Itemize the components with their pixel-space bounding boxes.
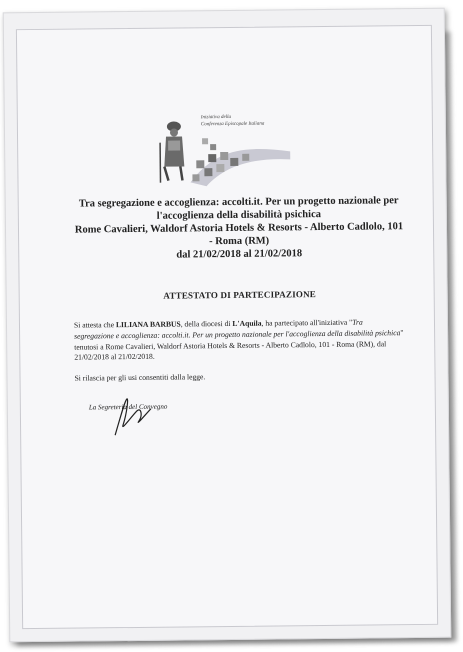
document-frame [3, 8, 452, 643]
title-line-4: - Roma (RM) [209, 235, 270, 248]
certificate-heading: ATTESTATO DI PARTECIPAZIONE [163, 289, 317, 301]
title-line-5: dal 21/02/2018 al 21/02/2018 [176, 248, 303, 261]
certificate-body [74, 317, 405, 384]
legal-use-statement: Si rilascia per gli usi consentiti dalla legge. [74, 372, 206, 383]
event-title [59, 194, 420, 263]
handwritten-signature [107, 395, 167, 440]
title-line-3: Rome Cavalieri, Waldorf Astoria Hotels & Resorts - Alberto Cadlolo, 101 [74, 221, 404, 236]
attestation-diocese-intro: , della diocesi di [180, 318, 233, 329]
logo-caption [201, 113, 291, 128]
participant-name: LILIANA BARBUS [115, 319, 181, 330]
pilgrim-figure [160, 121, 185, 182]
attestation-intro: Si attesta che [73, 320, 117, 330]
title-line-1: Tra segregazione e accoglienza: accolti.it. Per un progetto nazionale per [78, 195, 399, 210]
attestation-paragraph [74, 317, 404, 364]
certificate-sheet [16, 25, 438, 629]
event-name-italic: Tra segregazione e accoglienza: accolti.it. Per un progetto nazionale per l'accoglienza della disabilità psichica [74, 317, 401, 341]
logo-caption-line2: Conferenza Episcopale Italiana [200, 121, 265, 128]
checker-wave [190, 137, 290, 186]
title-line-2: l'accoglienza della disabilità psichica [156, 209, 322, 222]
logo-caption-line1: Iniziativa della [200, 114, 231, 121]
attestation-event-intro: , ha partecipato all'iniziativa " [261, 317, 353, 328]
signature-label: La Segreteria del Convegno [88, 402, 168, 412]
diocese-name: L'Aquila [232, 318, 262, 328]
attestation-venue: " tenutosi a Rome Cavalieri, Waldorf Astoria Hotels & Resorts - Alberto Cadlolo, 101 - Roma (RM), dal 21/02/2018 al 21/02/2018. [74, 327, 404, 362]
